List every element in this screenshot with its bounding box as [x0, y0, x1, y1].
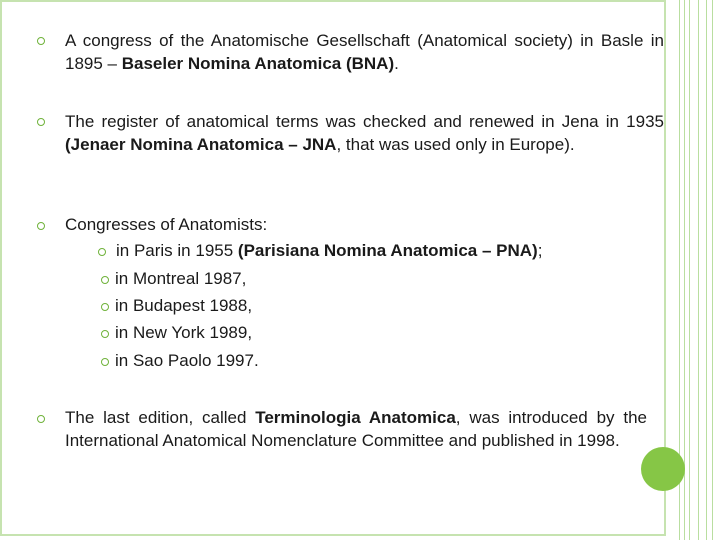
bullet-text	[65, 111, 664, 156]
bullet-icon	[37, 222, 45, 230]
text-run: .	[394, 53, 399, 73]
text-run: in Paris in 1955	[116, 241, 238, 260]
bold-term: Terminologia Anatomica	[255, 408, 456, 427]
text-run: in Montreal 1987,	[115, 269, 247, 288]
bullet-icon	[37, 118, 45, 126]
sub-bullet	[98, 240, 676, 262]
text-run: in Budapest 1988,	[115, 296, 253, 315]
text-run: The register of anatomical terms was checked and renewed in Jena in 1935	[65, 112, 664, 131]
bullet-text	[65, 407, 647, 452]
bullet-icon	[101, 358, 109, 366]
bullet-icon	[101, 330, 109, 338]
text-run: , was introduced by the International Anatomical Nomenclature Committee and published in 1998.	[65, 408, 647, 450]
text-run: A congress of the Anatomische Gesellschaft (Anatomical society) in Basle in 1895 –	[65, 31, 664, 73]
decor-rail	[689, 0, 690, 540]
text-run: ;	[537, 241, 543, 260]
text-run: in New York 1989,	[115, 323, 253, 342]
decor-rail	[706, 0, 707, 540]
bullet-icon	[37, 415, 45, 423]
decor-rail	[684, 0, 685, 540]
bullet-icon	[101, 303, 109, 311]
sub-bullet	[101, 268, 246, 290]
text-run: Congresses of Anatomists:	[65, 215, 268, 234]
decor-rail	[698, 0, 699, 540]
decor-rail	[712, 0, 713, 540]
bullet-icon	[101, 276, 109, 284]
sub-bullet	[101, 295, 252, 317]
sub-bullet	[101, 350, 259, 372]
bullet-icon	[98, 248, 106, 256]
bullet-text	[65, 30, 664, 75]
bullet-text	[65, 214, 664, 237]
bold-term: Baseler Nomina Anatomica (BNA)	[121, 53, 395, 73]
bold-term: (Parisiana Nomina Anatomica – PNA)	[237, 241, 538, 260]
text-run: in Sao Paolo 1997.	[115, 351, 259, 370]
text-run: The last edition, called	[65, 408, 256, 427]
bold-term: (Jenaer Nomina Anatomica – JNA	[65, 134, 337, 154]
text-run: , that was used only in Europe).	[336, 134, 575, 154]
bullet-icon	[37, 37, 45, 45]
decor-circle	[641, 447, 685, 491]
sub-bullet	[101, 322, 252, 344]
